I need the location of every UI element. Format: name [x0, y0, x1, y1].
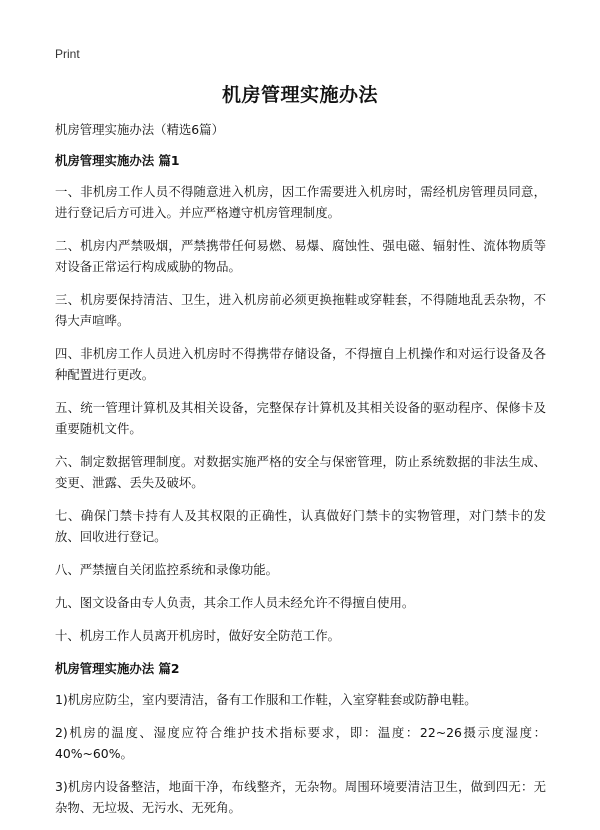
document-title: 机房管理实施办法 [221, 84, 378, 106]
paragraph: 六、制定数据管理制度。对数据实施严格的安全与保密管理，防止系统数据的非法生成、变更、泄露、丢失及破坏。 [55, 454, 546, 490]
paragraph: 3)机房内设备整洁，地面干净，布线整齐，无杂物。周围环境要清洁卫生，做到四无：无杂物、无垃圾、无污水、无死角。 [55, 779, 546, 815]
print-label: Print [55, 47, 80, 61]
paragraph: 九、图文设备由专人负责，其余工作人员未经允许不得擅自使用。 [55, 595, 415, 610]
section-1-heading: 机房管理实施办法 篇1 [55, 153, 180, 168]
paragraph: 二、机房内严禁吸烟，严禁携带任何易燃、易爆、腐蚀性、强电磁、辐射性、流体物质等对设备正常运行构成威胁的物品。 [55, 238, 546, 274]
document-body [55, 119, 546, 830]
document-subtitle: 机房管理实施办法（精选6篇） [55, 122, 224, 137]
paragraph: 七、确保门禁卡持有人及其权限的正确性，认真做好门禁卡的实物管理，对门禁卡的发放、回收进行登记。 [55, 508, 546, 544]
section-2-heading: 机房管理实施办法 篇2 [55, 661, 180, 676]
paragraph: 四、非机房工作人员进入机房时不得携带存储设备，不得擅自上机操作和对运行设备及各种配置进行更改。 [55, 346, 546, 382]
paragraph: 五、统一管理计算机及其相关设备，完整保存计算机及其相关设备的驱动程序、保修卡及重要随机文件。 [55, 400, 546, 436]
paragraph: 2)机房的温度、湿度应符合维护技术指标要求，即：温度：22~26摄示度湿度：40%~60%。 [55, 725, 546, 761]
paragraph: 八、严禁擅自关闭监控系统和录像功能。 [55, 562, 279, 577]
paragraph: 三、机房要保持清洁、卫生，进入机房前必须更换拖鞋或穿鞋套，不得随地乱丢杂物，不得大声喧哗。 [55, 292, 546, 328]
paragraph: 1)机房应防尘，室内要清洁，备有工作服和工作鞋，入室穿鞋套或防静电鞋。 [55, 692, 477, 707]
paragraph: 一、非机房工作人员不得随意进入机房，因工作需要进入机房时，需经机房管理员同意，进行登记后方可进入。并应严格遵守机房管理制度。 [55, 184, 546, 220]
paragraph: 十、机房工作人员离开机房时，做好安全防范工作。 [55, 628, 340, 643]
